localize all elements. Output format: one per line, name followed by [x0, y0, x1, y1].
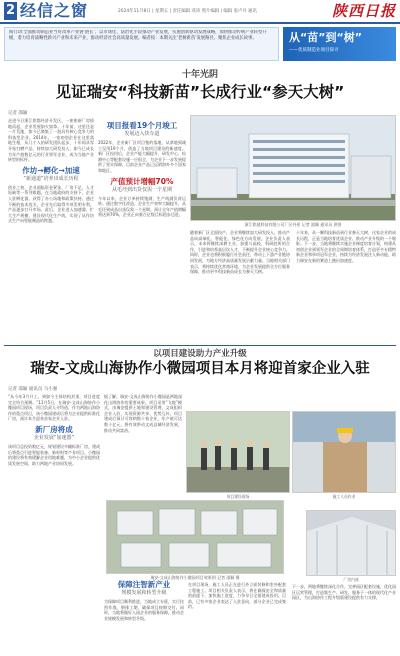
article2-column-4-top: [292, 500, 396, 508]
factory-campus-photo: [190, 115, 396, 221]
masthead: [0, 0, 400, 24]
workshop-interior-photo: [306, 510, 396, 576]
industrial-park-aerial-photo: [106, 500, 284, 574]
article1-column-5: [296, 230, 396, 340]
article2-kicker: 以项目建设助力产业升级: [153, 349, 247, 359]
article2-column-3: [188, 582, 286, 652]
section-title: 经信之窗: [20, 1, 89, 20]
section-subtitle: “新通道”培养出成长历程: [23, 175, 79, 182]
section-subtitle: 规模发展和转型升级: [121, 590, 167, 596]
article1-headline: 见证瑞安“科技新苗”长成行业“参天大树”: [55, 83, 345, 101]
promo-title: 从“苗”到“树”: [289, 31, 362, 44]
column-body: 下一步，两地将继续深化合作，完善园区配套设施，优化园区运营管理，打造集生产、研发、服务于一体的现代化产业园区，为山海协作工程升级版建设提供有力支撑。: [292, 584, 396, 601]
newspaper-brand-logo: 陕西日报: [331, 2, 396, 20]
construction-site-photo: [186, 411, 290, 493]
article2-column-5: [292, 584, 396, 652]
section-title: 作坊→孵化→加速: [22, 165, 80, 175]
article1-intro: 走进今日浙江铭都经济开发区，一座座新厂房拔地而起，企业发展如火如荼。十年前，这里还是一片荒地，如今已聚集了一批具有核心竞争力的科技型企业。2014年，一家初创企业在这里落地生根，从几个人的研发团队起步，十年间从零开始打磨产品，持续加大研发投入，如今已成长为年产值数亿元的行业领军企业，成为当地产业转型的标杆。: [8, 118, 94, 163]
section-title: 保障注智新产业: [117, 580, 171, 589]
page-number: 2: [5, 3, 16, 18]
photo-caption: 施工人员作业: [332, 494, 356, 499]
photo-caption: 厂房内部: [343, 577, 359, 582]
worker-photo: [292, 411, 396, 493]
article2-column-1: [8, 394, 100, 652]
section-subtitle: 从毛坯到出货仅需一个星期: [111, 186, 172, 193]
promo-banner: [283, 27, 396, 61]
section-subtitle: 企业发展“加速器”: [33, 434, 75, 441]
column-body: 在项目现场，施工人员正在进行外立面装修和室外配套工程施工。项目相关负责人表示，将在确保安全和质量的前提下，加快施工进度，力争早日全面建成投用。目前，已有多家企业表达了入驻意向，部分企业已完成签约。: [188, 582, 286, 610]
section-title: 项目报看19个月竣工: [106, 121, 178, 130]
photo-caption: 浙江铭驰科技有限公司厂区外景 记者 邵颖 通讯员 供图: [244, 222, 342, 227]
photo-caption: 瑞安-文成山海协作小微园项目效果图 记者 邵颖 摄: [150, 575, 240, 580]
section-title: 产值预计增幅70%: [110, 176, 174, 186]
article1-column-1: [8, 118, 94, 340]
article1-byline: 记者 邵颖: [8, 111, 28, 116]
column-body: 随着新厂区全面投产，企业将继续加大研发投入，推动产品向高端化、智能化、绿色化方向发展。企业负责人表示，未来将继续深耕主业，加强与高校、科研院所的合作，引进和培养高层次人才，不断提升企业核心竞争力。同时，企业也将积极履行社会责任，带动上下游产业链协同发展，为地方经济高质量发展贡献力量。当地相关部门表示，将持续优化营商环境，为企业发展提供全方位服务保障，推动更多科技新苗成长为参天大树。: [190, 230, 290, 275]
lead-box: [4, 27, 279, 61]
article1-column-2: [98, 118, 186, 340]
column-body: 十年来，从一颗科技新苗到行业参天大树，这家企业的成长历程，正是当地培育优质企业、推动产业升级的一个缩影。下一步，当地将继续实施企业梯度培育计划，构建从初创企业到领军企业的全周期培育体系，打造更多专精特新企业和单项冠军企业，持续为经济发展注入新动能，助力瑞安在新的赛道上跑出加速度。: [296, 230, 396, 263]
section-subtitle: 发展迈入快车道: [124, 131, 160, 137]
section-divider: [4, 345, 396, 346]
section-title: 新厂房将成: [35, 424, 73, 434]
section-body: 今年以来，企业订单持续饱满，生产线满负荷运转。通过数字化改造，企业生产效率大幅提升，从毛坯到成品出货仅需一个星期。预计全年产值增幅将达到70%，企业正向着百亿级目标稳步迈进。: [98, 195, 186, 218]
lead-text: 阅行动:全面推动制造业当好改革产业链‘链长’，以市场化、法治化手段推动产业发展，实施创新驱动发展战略，加快推动传统产业转型升级，着力培育战略性新兴产业和未来产业，推动经济社会高质量发展。编者按：本期关注‘老树新苗’发展路径，聚焦企业成长故事。: [9, 30, 267, 41]
article2-intro: “从今年3月开工，到如今主体结构封顶，项目进度完全符合预期。”11月5日，在瑞安-文成山海协作小微园项目现场，项目负责人介绍道。作为两地山海协作的重点项目，该小微园建成后将为企业提供标准化厂房，预计本月迎来首家企业入驻。: [8, 394, 100, 422]
issue-info: 2024年11月8日 | 星期五 | 责任编辑 邓涛 照片编辑 | 编辑 张卢丹 通讯: [118, 9, 257, 14]
section-body: 2022年，企业新厂区项目签约落地，从拿地到竣工仅用19个月，创造了当地项目建设的新速度。新厂区投用后，企业产能大幅提升，研发中心、检测中心等配套设施一应俱全，为企业下一步发展提供了坚实保障。目前企业产品已远销海外多个国家和地区。: [98, 140, 186, 173]
article2-byline: 记者 邵颖 通讯员 马小强: [8, 387, 58, 392]
article2-column-2: [104, 394, 182, 498]
column-body: 据了解，瑞安-文成山海协作小微园是两地深化山海协作的重要成果。项目采用“飞地”模式，由瑞安提供土地和建设管理，文成组织企业入驻，实现资源共享、优势互补。项目建成后预计可容纳数十家企业，年产值可达数十亿元，将有效带动文成县域经济发展，推动共同富裕。: [104, 394, 182, 433]
promo-subtitle: ——优质制造业项目探寻: [289, 48, 339, 53]
section-body: 该项目总投资数亿元，规划建设多幢标准厂房，建成后将重点引进智能装备、新材料等产业项目。小微园的建设将有效缓解企业用地难题，为中小企业提供优质发展空间，助力两地产业协同发展。: [8, 443, 100, 466]
article1-column-4: [190, 230, 290, 340]
photo-caption: 项目建设现场: [226, 494, 250, 499]
section-body: 为保障项目顺利推进，当地成立专班，实行挂图作战，倒排工期，确保项目按期交付。同时，当地将做好入园企业的服务保障，推动企业规模发展和转型升级。: [104, 599, 184, 621]
section-body: 创业之初，企业面临资金紧张、厂房不足、人才短缺等一系列难题。在当地政府的支持下，企业入驻孵化器，获得了办公场地和政策扶持。通过不断的技术攻关，企业先后取得多项发明专利，产品逐步打开市场。此后，企业进入加速器，扩大生产规模，建设现代化生产线，实现了从作坊式生产向智能制造的跨越。: [8, 184, 94, 224]
article2-headline: 瑞安-文成山海协作小微园项目本月将迎首家企业入驻: [30, 361, 370, 377]
article1-kicker: 十年光阴: [181, 70, 218, 80]
article2-column-2b: [104, 580, 184, 652]
